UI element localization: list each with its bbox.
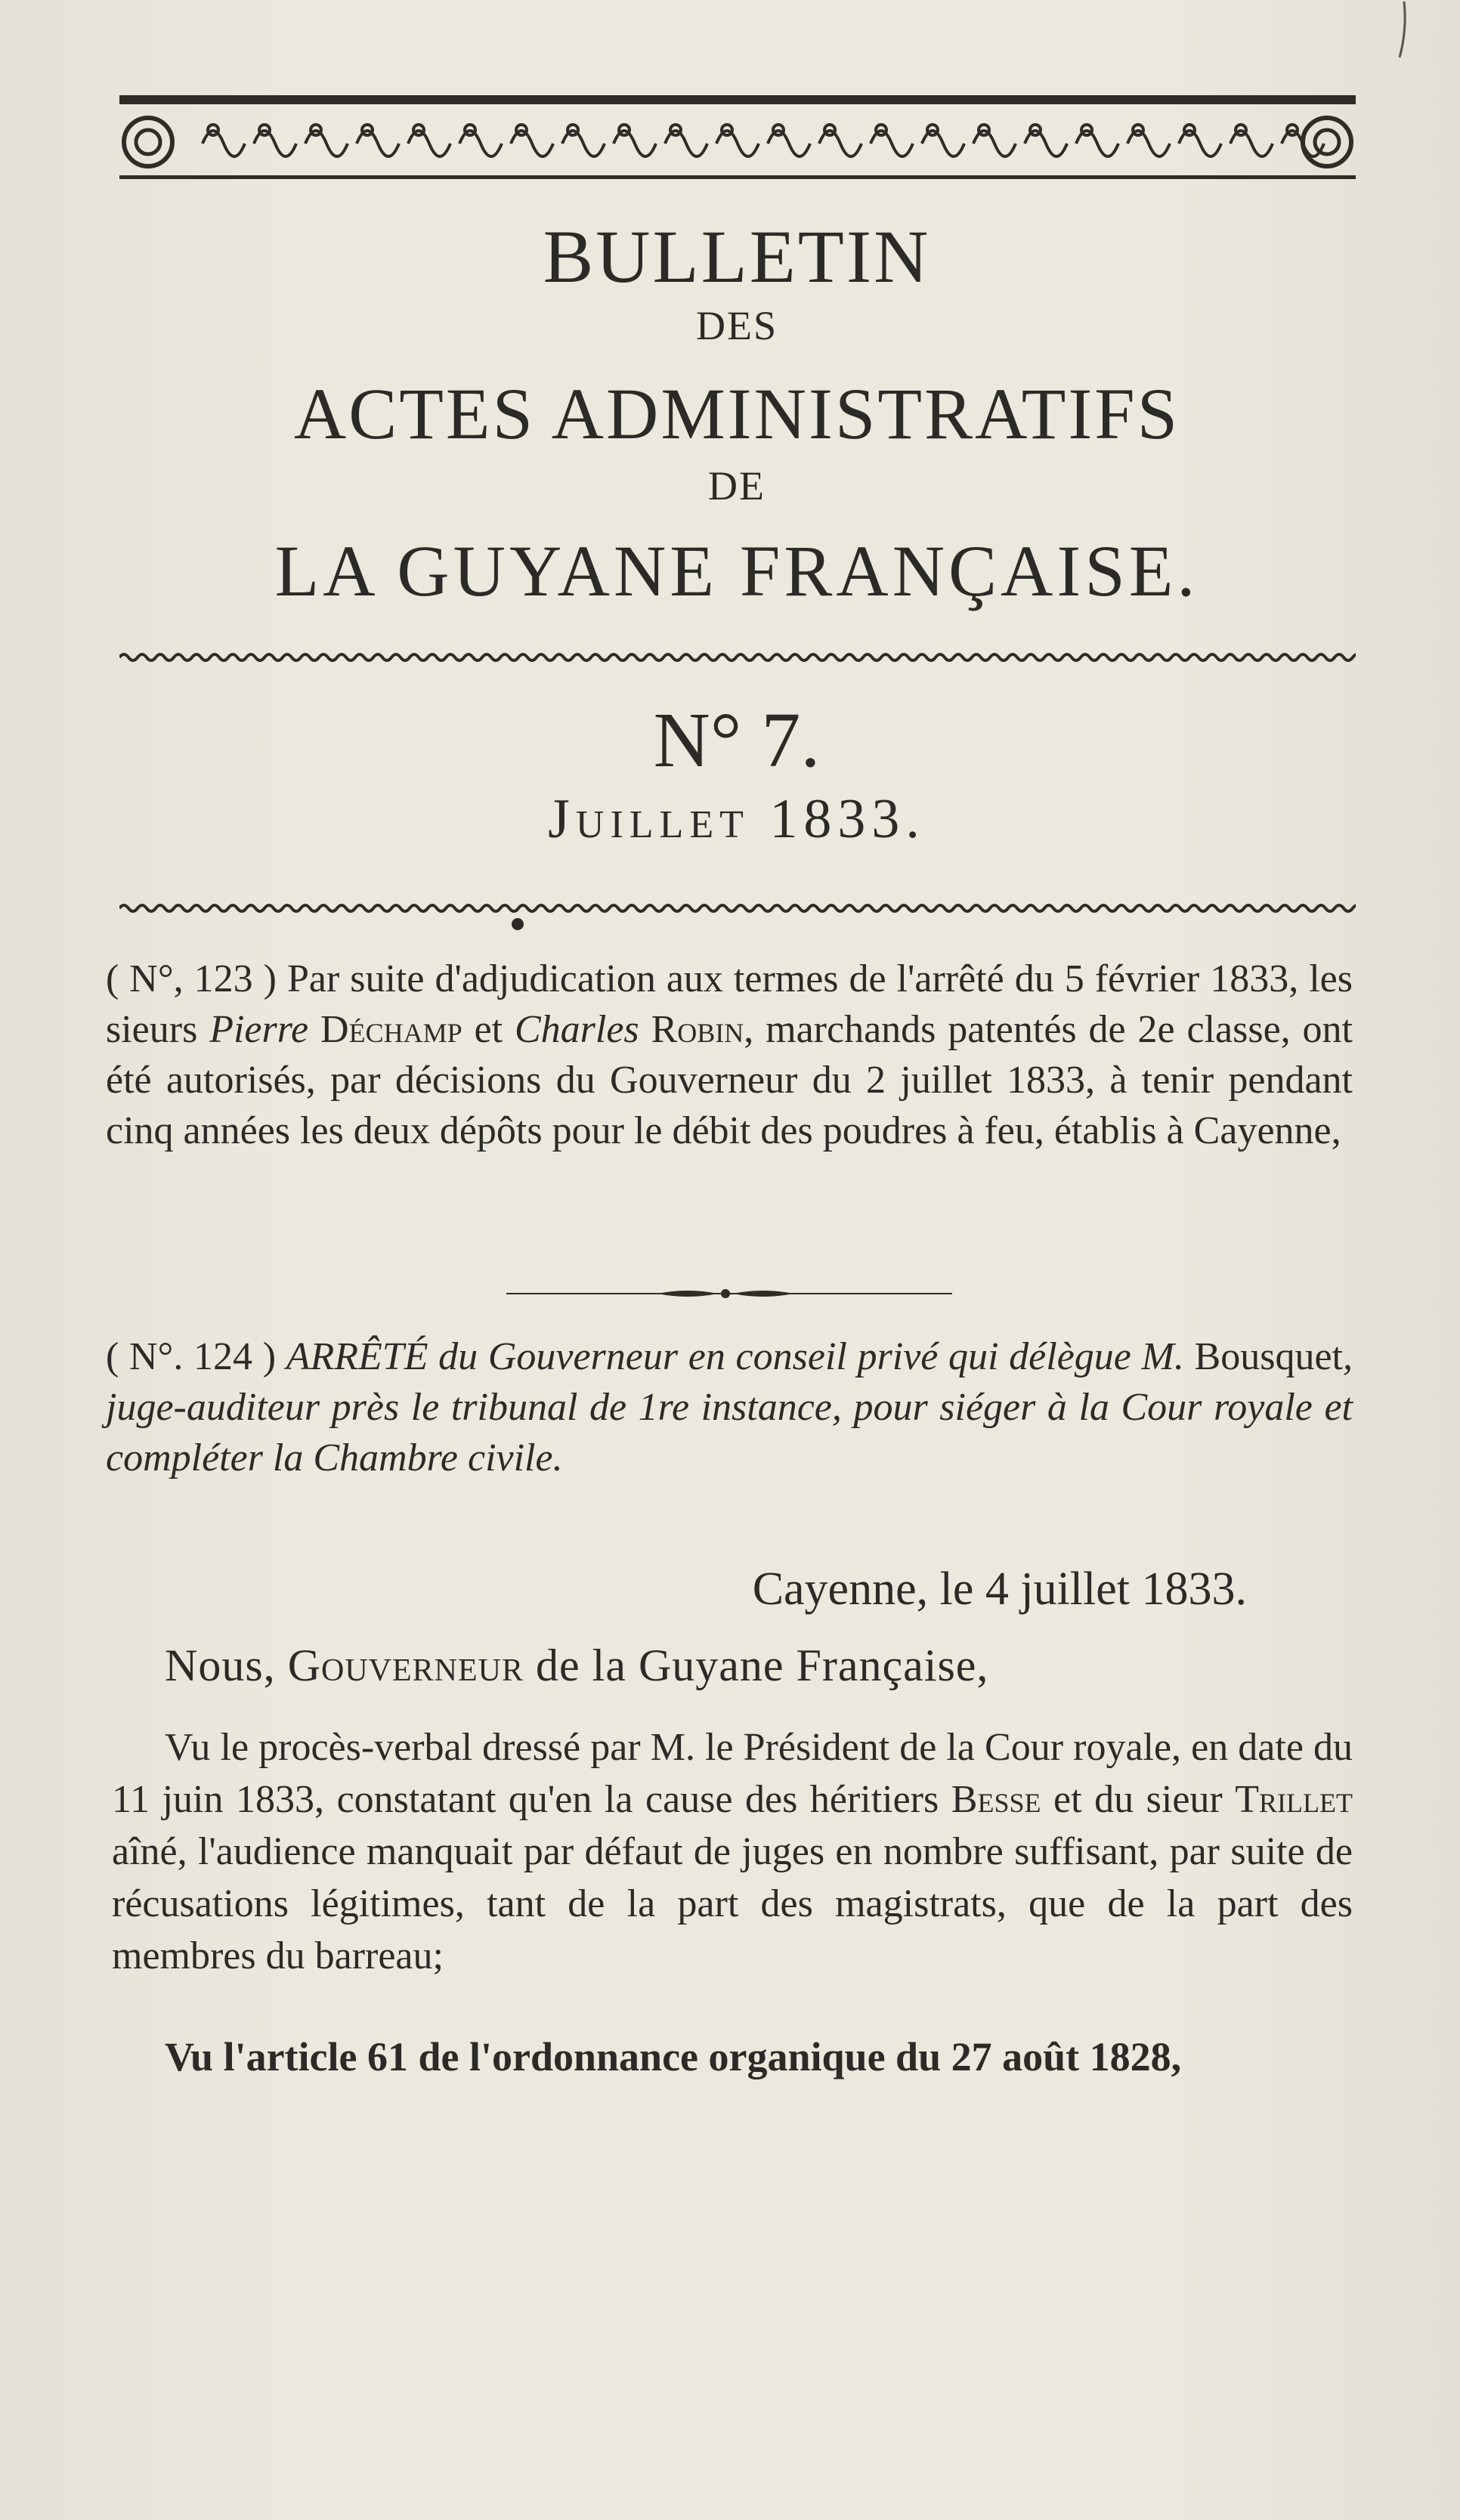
considerant-1-text-b: et du sieur [1041,1778,1236,1821]
header-ornament-band [119,91,1356,185]
ornament-dot [512,918,524,930]
entry-124-number: ( N°. 124 ) [106,1335,277,1378]
considerant-proces-verbal [112,1721,1353,1982]
arrete-heading: ARRÊTÉ [286,1335,428,1378]
name-pierre: Pierre [209,1008,309,1051]
wavy-rule-top [119,648,1356,666]
entry-123-paragraph [106,954,1353,1156]
entry-123-number: ( N°, 123 ) [106,957,277,1000]
entry-124-text-b: , juge-auditeur près le tribunal de 1re instance, pour siéger à la Cour royale et compléter la Chambre civile. [106,1335,1353,1480]
issue-date: Juillet 1833. [548,788,926,850]
title-de: DE [708,463,766,509]
nous-rest: de la Guyane Française, [524,1640,989,1690]
entry-123-text-a: Par suite d'adjudication aux termes de l'arrêté du 5 février 1833, les sieurs [106,957,1353,1051]
considerant-1-text-c: aîné, l'audience manquait par défaut de juges en nombre suffisant, par suite de récusations légitimes, tant de la part des magistrats, que de la part des membres du barreau; [112,1830,1353,1977]
section-separator [506,1285,952,1303]
entry-124-text-a: du Gouverneur en conseil privé qui délègue M. [428,1335,1195,1378]
name-robin: Robin [651,1008,744,1051]
nous-gouverneur-line [165,1640,988,1692]
entry-123-text-b: , marchands patentés de 2e classe, ont été autorisés, par décisions du Gouverneur du 2 juillet 1833, à tenir pendant cinq années les deux dépôts pour le débit des poudres à feu, établis à Cayenne, [106,1008,1353,1152]
bulletin-title: BULLETIN [543,215,931,298]
title-actes-administratifs: ACTES ADMINISTRATIFS [293,373,1180,454]
nous-lead: Nous, [165,1640,288,1690]
name-besse: Besse [951,1778,1041,1821]
name-trillet: Trillet [1235,1778,1353,1821]
wavy-rule-bottom [119,899,1356,917]
considerant-1-text-a: Vu le procès-verbal dressé par M. le Président de la Cour royale, en date du 11 juin 1833, constatant qu'en la cause des héritiers [112,1726,1353,1821]
title-des: DES [695,303,778,348]
title-guyane-francaise: LA GUYANE FRANÇAISE. [274,530,1199,611]
place-date: Cayenne, le 4 juillet 1833. [752,1563,1247,1615]
name-dechamp: Déchamp [320,1008,462,1051]
gouverneur-title: Gouverneur [287,1640,524,1690]
issue-number: N° 7. [653,697,821,784]
entry-124-paragraph [106,1331,1353,1483]
name-charles: Charles [514,1008,639,1051]
considerant-article-61: Vu l'article 61 de l'ordonnance organique du 27 août 1828, [165,2034,1182,2079]
entry-123-and: et [462,1008,515,1051]
name-bousquet: Bousquet [1194,1335,1343,1378]
margin-mark [1393,0,1413,60]
